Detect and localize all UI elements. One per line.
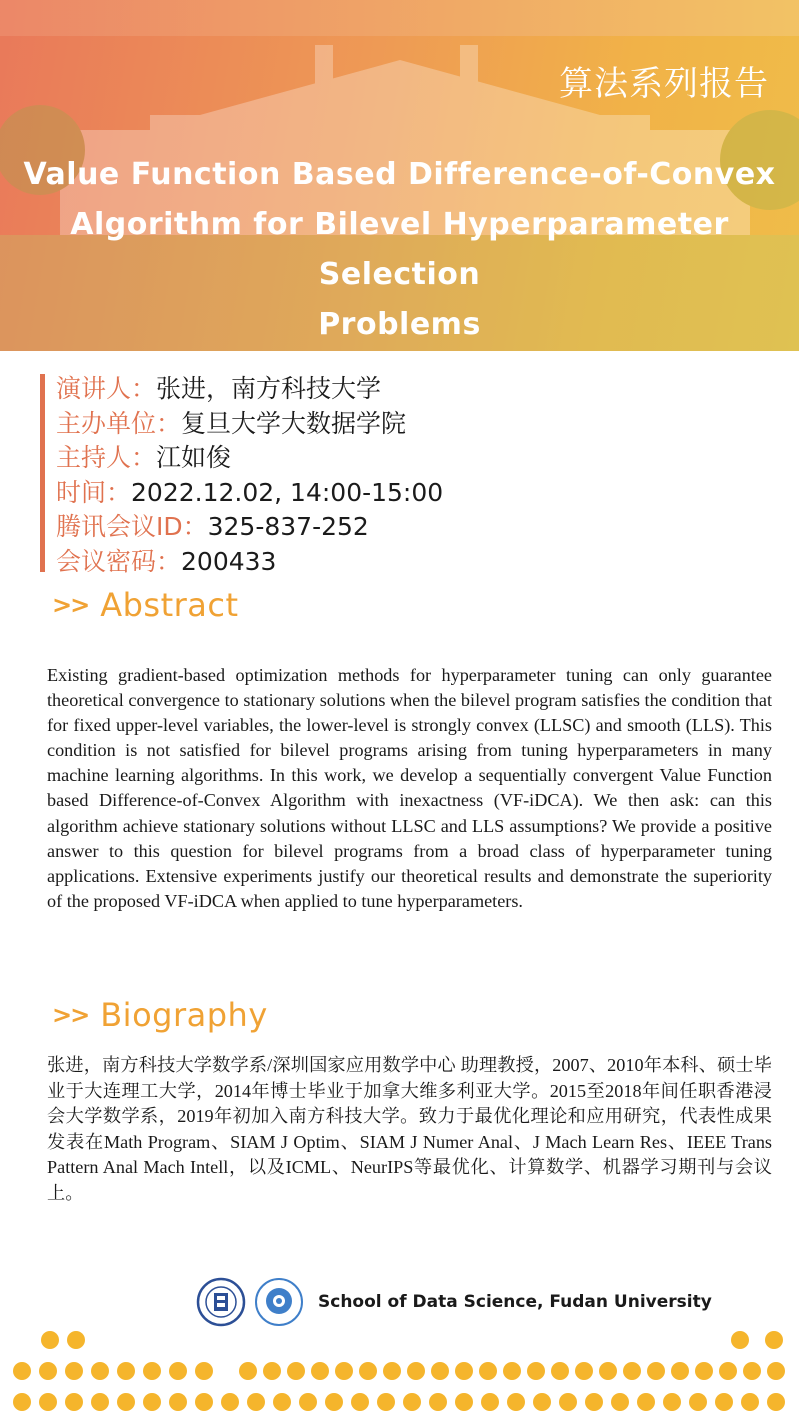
decorative-dot	[169, 1362, 187, 1380]
decorative-dot	[377, 1393, 395, 1411]
decorative-dot	[551, 1362, 569, 1380]
school-name: School of Data Science, Fudan University	[318, 1292, 712, 1312]
decorative-dot	[527, 1362, 545, 1380]
decorative-dot	[741, 1393, 759, 1411]
decorative-dot	[585, 1393, 603, 1411]
decorative-dot	[351, 1393, 369, 1411]
double-chevron-icon: >>	[52, 1001, 89, 1029]
decorative-dot	[743, 1362, 761, 1380]
decorative-dot	[671, 1362, 689, 1380]
decorative-dot	[13, 1393, 31, 1411]
decorative-dot	[623, 1362, 641, 1380]
decorative-dot	[575, 1362, 593, 1380]
decorative-dot	[715, 1393, 733, 1411]
decorative-dot	[65, 1362, 83, 1380]
decorative-dot	[239, 1362, 257, 1380]
info-meeting-id	[56, 510, 760, 545]
decorative-dot	[689, 1393, 707, 1411]
decorative-dot	[117, 1393, 135, 1411]
decorative-dot	[335, 1362, 353, 1380]
decorative-dot	[143, 1393, 161, 1411]
decorative-dot	[247, 1393, 265, 1411]
info-label: 时间：	[56, 477, 132, 507]
info-label: 主持人：	[56, 443, 157, 472]
title-line: Algorithm for Bilevel Hyperparameter Selection	[70, 207, 729, 292]
abstract-heading	[52, 586, 239, 624]
decorative-dot	[383, 1362, 401, 1380]
biography-heading-text: Biography	[100, 996, 268, 1034]
decorative-dot	[663, 1393, 681, 1411]
decorative-dot	[559, 1393, 577, 1411]
info-time	[56, 476, 760, 511]
decorative-dot	[325, 1393, 343, 1411]
decorative-dot	[455, 1362, 473, 1380]
decorative-dot	[765, 1331, 783, 1349]
decorative-dot	[719, 1362, 737, 1380]
decorative-dot	[403, 1393, 421, 1411]
decorative-dot	[647, 1362, 665, 1380]
biography-text: 张进，南方科技大学数学系/深圳国家应用数学中心 助理教授，2007、2010年本科、硕士毕业于大连理工大学，2014年博士毕业于加拿大维多利亚大学。2015至2018年间任职香港浸会大学数学系，2019年初加入南方科技大学。致力于最优化理论和应用研究，代表性成果发表在Math Program、SIAM J Optim、SIAM J Numer Anal、J Mach Learn Res、IEEE Trans Pattern Anal Mach Intell，以及ICML、NeurIPS等最优化、计算数学、机器学习期刊与会议上。	[47, 1055, 772, 1203]
decorative-dot	[67, 1331, 85, 1349]
decorative-dot	[41, 1331, 59, 1349]
school-of-data-science-seal-icon	[254, 1277, 304, 1327]
decorative-dot	[767, 1362, 785, 1380]
decorative-dot	[143, 1362, 161, 1380]
info-organizer	[56, 407, 760, 442]
info-value: 复旦大学大数据学院	[181, 408, 407, 438]
title-line: Value Function Based Difference-of-Convex	[23, 157, 776, 192]
decorative-dot	[169, 1393, 187, 1411]
info-speaker	[56, 372, 760, 407]
biography-heading	[52, 996, 268, 1034]
info-value: 江如俊	[156, 443, 232, 472]
info-label: 演讲人：	[56, 374, 157, 403]
decorative-dot	[359, 1362, 377, 1380]
title-line: Problems	[318, 307, 481, 342]
decorative-dot	[599, 1362, 617, 1380]
decorative-dot	[429, 1393, 447, 1411]
series-label: 算法系列报告	[559, 64, 769, 104]
decorative-dot	[91, 1393, 109, 1411]
event-info	[40, 372, 760, 579]
decorative-dot	[481, 1393, 499, 1411]
decorative-dot	[221, 1393, 239, 1411]
decorative-dot	[65, 1393, 83, 1411]
decorative-dot	[91, 1362, 109, 1380]
double-chevron-icon: >>	[52, 591, 89, 619]
info-label: 腾讯会议ID：	[56, 512, 208, 541]
info-label: 会议密码：	[56, 546, 182, 576]
decorative-dot	[311, 1362, 329, 1380]
info-value: 200433	[181, 546, 277, 576]
decorative-dot	[287, 1362, 305, 1380]
decorative-dot	[611, 1393, 629, 1411]
decorative-dot	[195, 1393, 213, 1411]
decorative-dot	[767, 1393, 785, 1411]
decorative-dot-pattern	[0, 1328, 799, 1421]
fudan-university-seal-icon	[196, 1277, 246, 1327]
info-value: 张进，南方科技大学	[156, 374, 382, 403]
decorative-dot	[695, 1362, 713, 1380]
decorative-dot	[299, 1393, 317, 1411]
decorative-dot	[195, 1362, 213, 1380]
info-password	[56, 545, 760, 580]
decorative-dot	[39, 1393, 57, 1411]
decorative-dot	[479, 1362, 497, 1380]
decorative-dot	[637, 1393, 655, 1411]
decorative-dot	[273, 1393, 291, 1411]
decorative-dot	[507, 1393, 525, 1411]
header-banner	[0, 0, 799, 351]
info-host	[56, 441, 760, 476]
decorative-dot	[117, 1362, 135, 1380]
info-accent-bar	[40, 374, 45, 572]
decorative-dot	[533, 1393, 551, 1411]
talk-title	[10, 150, 789, 350]
abstract-heading-text: Abstract	[100, 586, 239, 624]
abstract-text: Existing gradient-based optimization methods for hyperparameter tuning can only guarantee theoretical convergence to stationary solutions when the bilevel program satisfies the condition that for fixed upper-level variables, the lower-level is strongly convex (LLSC) and smooth (LLS). This condition is not satisfied for bilevel programs arising from tuning hyperparameters in many machine learning algorithms. In this work, we develop a sequentially convergent Value Function based Difference-of-Convex Algorithm with inexactness (VF-iDCA). We then ask: can this algorithm achieve stationary solutions without LLSC and LLS assumptions? We provide a positive answer to this question for bilevel programs from a broad class of hyperparameter tuning applications. Extensive experiments justify our theoretical results and demonstrate the superiority of the proposed VF-iDCA when applied to tune hyperparameters.	[47, 665, 772, 911]
info-value: 325-837-252	[207, 512, 369, 541]
decorative-dot	[39, 1362, 57, 1380]
decorative-dot	[731, 1331, 749, 1349]
decorative-dot	[431, 1362, 449, 1380]
decorative-dot	[13, 1362, 31, 1380]
decorative-dot	[407, 1362, 425, 1380]
info-label: 主办单位：	[56, 408, 182, 438]
decorative-dot	[263, 1362, 281, 1380]
decorative-dot	[455, 1393, 473, 1411]
decorative-dot	[503, 1362, 521, 1380]
info-value: 2022.12.02, 14:00-15:00	[131, 477, 444, 507]
